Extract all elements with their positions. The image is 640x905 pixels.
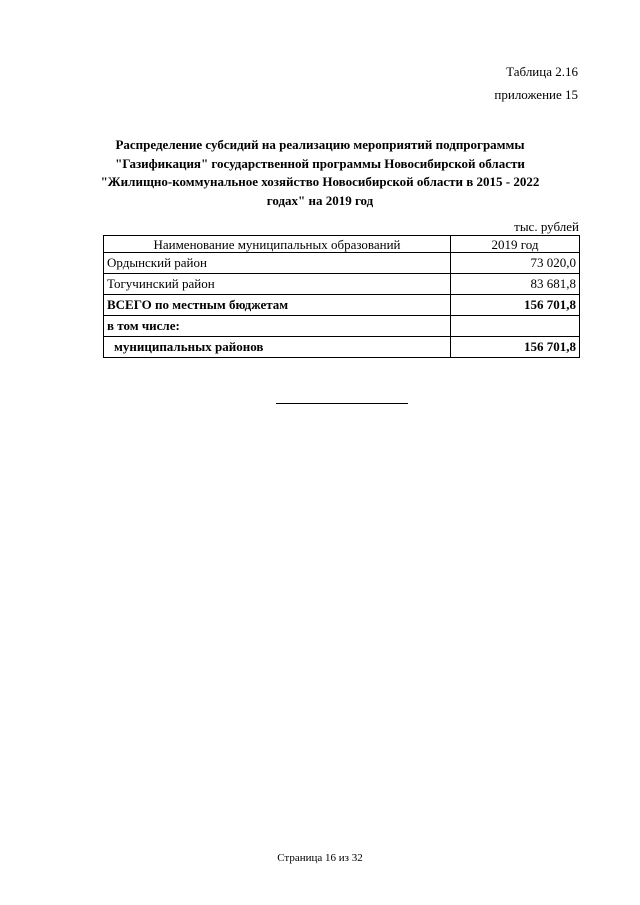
total-value: 156 701,8 [451, 295, 580, 316]
title-line: "Жилищно-коммунальное хозяйство Новосибирской области в 2015 - 2022 [100, 174, 540, 189]
document-title [100, 136, 540, 210]
title-line: "Газификация" государственной программы Новосибирской области [115, 155, 525, 171]
table-number-label: Таблица 2.16 [506, 64, 578, 79]
total-label: ВСЕГО по местным бюджетам [104, 295, 451, 316]
districts-value: 156 701,8 [451, 337, 580, 358]
page-number: Страница 16 из 32 [277, 852, 363, 864]
appendix-label: приложение 15 [494, 87, 578, 102]
amount-value: 73 020,0 [451, 253, 580, 274]
table-row-including [104, 316, 580, 337]
table-row [104, 253, 580, 274]
table-header-row [104, 236, 580, 253]
municipality-name: Ордынский район [104, 253, 451, 274]
table-row-total [104, 295, 580, 316]
separator-line [276, 403, 408, 404]
title-line: Распределение субсидий на реализацию мероприятий подпрограммы [115, 137, 525, 152]
units-label: тыс. рублей [514, 219, 579, 234]
table-row-districts [104, 337, 580, 358]
subsidy-table [103, 235, 580, 358]
including-label: в том числе: [104, 316, 451, 337]
column-header-municipality: Наименование муниципальных образований [104, 236, 451, 253]
districts-label: муниципальных районов [104, 337, 451, 358]
column-header-year: 2019 год [451, 236, 580, 253]
including-value [451, 316, 580, 337]
title-line: годах" на 2019 год [266, 192, 374, 208]
amount-value: 83 681,8 [451, 274, 580, 295]
table-row [104, 274, 580, 295]
municipality-name: Тогучинский район [104, 274, 451, 295]
